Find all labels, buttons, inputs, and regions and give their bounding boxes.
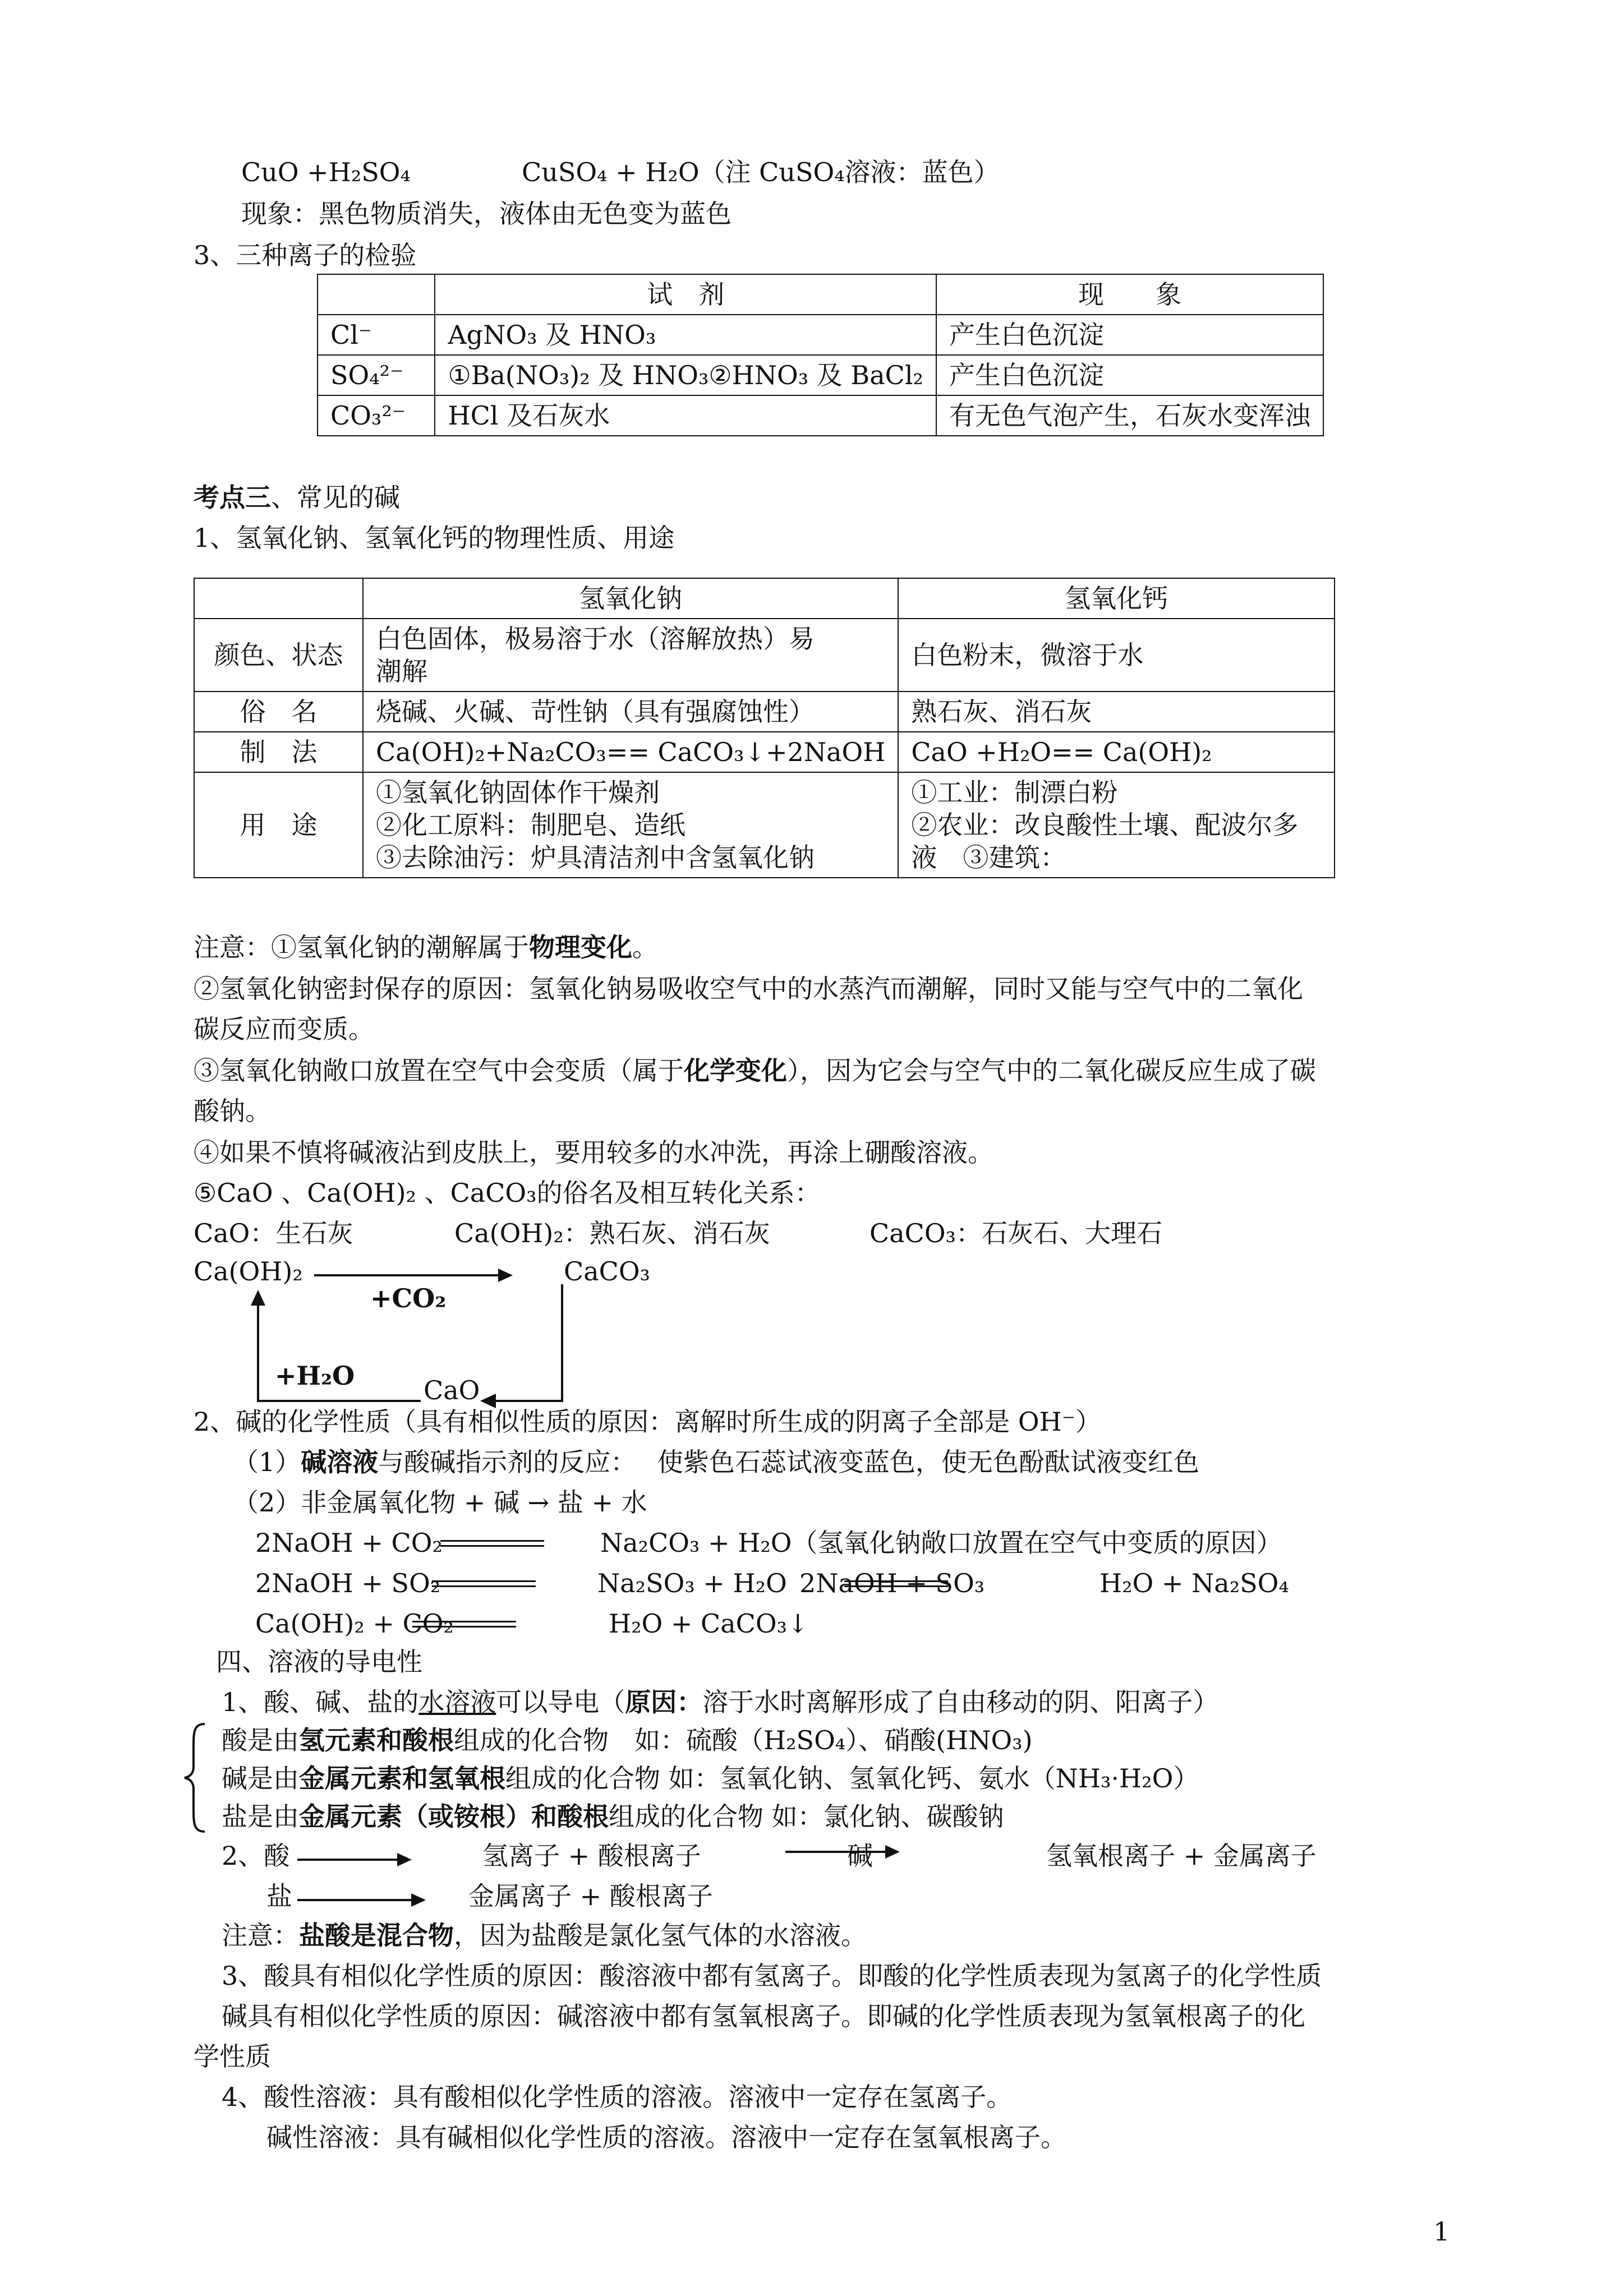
- table-cell: [363, 772, 898, 878]
- cycle-line: [257, 1304, 259, 1402]
- conductivity-line-1: [222, 1686, 1218, 1718]
- ions-section-title: 3、三种离子的检验: [194, 240, 417, 270]
- reaction-2-mid: Na₂SO₃ + H₂O: [597, 1568, 787, 1598]
- reaction-1-left: 2NaOH + CO₂: [255, 1528, 443, 1558]
- arrow-right-icon: [297, 1859, 410, 1861]
- conductivity-line-1-underlined: 水溶液: [418, 1687, 496, 1717]
- chem-props-title: 2、碱的化学性质（具有相似性质的原因：离解时所生成的阴离子全部是 OH⁻）: [194, 1407, 1101, 1437]
- base-properties-table: [194, 578, 1335, 878]
- chem-prop-1: [233, 1446, 1199, 1478]
- reaction-2-left: 2NaOH + SO₂: [255, 1568, 441, 1598]
- reaction-3-left: Ca(OH)₂ + CO₂: [255, 1608, 454, 1639]
- acid-definition-post: 组成的化合物 如：硫酸（H₂SO₄）、硝酸(HNO₃): [454, 1725, 1033, 1755]
- note-1-pre: 注意：①氢氧化钠的潮解属于: [194, 932, 529, 962]
- chem-prop-1-pre: （1）: [233, 1447, 301, 1477]
- dissociation-base-ions: 氢氧根离子 + 金属离子: [1046, 1841, 1317, 1871]
- cycle-caco3: CaCO₃: [564, 1256, 650, 1287]
- table-cell: 烧碱、火碱、苛性钠（具有强腐蚀性）: [363, 691, 898, 732]
- dissociation-salt-label: 盐: [266, 1881, 292, 1911]
- acidic-solution: 4、酸性溶液：具有酸相似化学性质的溶液。溶液中一定存在氢离子。: [222, 2082, 1013, 2112]
- ion-test-table: [317, 274, 1324, 436]
- table-cell: [898, 772, 1335, 878]
- table-cell: SO₄²⁻: [318, 355, 435, 395]
- conductivity-line-1-post: 溶于水时离解形成了自由移动的阴、阳离子）: [702, 1687, 1219, 1717]
- arrow-right-icon: [785, 1851, 898, 1853]
- similarity-acid: 3、酸具有相似化学性质的原因：酸溶液中都有氢离子。即酸的化学性质表现为氢离子的化学性质: [222, 1961, 1322, 1991]
- table-header: 氢氧化钠: [363, 578, 898, 619]
- conductivity-title: 四、溶液的导电性: [216, 1647, 422, 1677]
- cell-line: ②化工原料：制肥皂、造纸: [376, 810, 686, 840]
- cuo-reaction-right: CuSO₄ + H₂O（注 CuSO₄溶液：蓝色）: [522, 157, 1000, 187]
- cell-line: 白色粉末，微溶于水: [911, 640, 1144, 670]
- hcl-note-post: ，因为盐酸是氯化氢气体的水溶液。: [454, 1920, 867, 1951]
- cuo-phenomenon: 现象：黑色物质消失，液体由无色变为蓝色: [241, 199, 732, 229]
- cell-line: ②农业：改良酸性土壤、配波尔多: [911, 810, 1299, 840]
- cell-line: ①氢氧化钠固体作干燥剂: [376, 777, 660, 808]
- note-5: ⑤CaO 、Ca(OH)₂ 、CaCO₃的俗名及相互转化关系：: [194, 1178, 821, 1208]
- equals-sign-icon: [440, 1540, 544, 1547]
- chem-prop-1-post: 与酸碱指示剂的反应： 使紫色石蕊试液变蓝色，使无色酚酞试液变红色: [378, 1447, 1199, 1477]
- cycle-line: [258, 1400, 421, 1402]
- table-cell: 产生白色沉淀: [936, 315, 1323, 355]
- table-cell: CO₃²⁻: [318, 395, 435, 436]
- cycle-co2: +CO₂: [370, 1283, 447, 1313]
- name-cao: CaO：生石灰: [194, 1218, 353, 1248]
- base-definition-bold: 金属元素和氢氧根: [299, 1763, 505, 1794]
- reaction-1-right: Na₂CO₃ + H₂O（氢氧化钠敞口放置在空气中变质的原因）: [600, 1528, 1282, 1558]
- cycle-line: [561, 1284, 563, 1402]
- note-1-post: 。: [632, 932, 658, 962]
- salt-definition: [222, 1800, 1004, 1833]
- equals-sign-icon: [412, 1621, 516, 1628]
- acid-definition-bold: 氢元素和酸根: [299, 1725, 454, 1755]
- table-cell: Ca(OH)₂+Na₂CO₃== CaCO₃↓+2NaOH: [363, 732, 898, 772]
- table-cell: [194, 578, 363, 619]
- section3-sub1: 1、氢氧化钠、氢氧化钙的物理性质、用途: [194, 523, 675, 553]
- table-cell: HCl 及石灰水: [435, 395, 936, 436]
- hcl-note: [222, 1919, 867, 1952]
- note-3-post: ），因为它会与空气中的二氧化碳反应生成了碳: [787, 1055, 1316, 1086]
- hcl-note-pre: 注意：: [222, 1920, 299, 1951]
- note-3b: 酸钠。: [194, 1096, 271, 1126]
- table-row: [318, 395, 1323, 436]
- cycle-h2o: +H₂O: [275, 1361, 355, 1391]
- cell-line: 白色固体，极易溶于水（溶解放热）易: [376, 624, 815, 654]
- page-number: 1: [1433, 2216, 1450, 2247]
- reaction-3-right: H₂O + CaCO₃↓: [609, 1608, 809, 1639]
- table-header: 试 剂: [435, 274, 936, 315]
- table-cell: [363, 619, 898, 691]
- similarity-base-cont: 学性质: [194, 2041, 271, 2072]
- table-cell: [318, 274, 435, 315]
- conductivity-line-1-bold: 原因：: [625, 1687, 703, 1717]
- cuo-reaction-left: CuO +H₂SO₄: [241, 157, 411, 187]
- note-3-pre: ③氢氧化钠敞口放置在空气中会变质（属于: [194, 1055, 684, 1086]
- chem-prop-2: （2）非金属氧化物 + 碱 → 盐 + 水: [233, 1487, 647, 1518]
- salt-definition-post: 组成的化合物 如：氯化钠、碳酸钠: [609, 1801, 1004, 1832]
- reaction-2-right: H₂O + Na₂SO₄: [1099, 1568, 1289, 1598]
- cycle-cao: CaO: [424, 1375, 480, 1405]
- dissociation-base-label: 碱: [847, 1841, 873, 1871]
- table-cell: [898, 619, 1335, 691]
- section3-heading-bold: 考点三: [194, 482, 271, 513]
- table-row-label: 制 法: [194, 732, 363, 772]
- cell-line: ①工业：制漂白粉: [911, 777, 1118, 808]
- salt-definition-pre: 盐是由: [222, 1801, 299, 1832]
- note-1-bold: 物理变化: [529, 932, 632, 962]
- cycle-caoh2: Ca(OH)₂: [194, 1256, 303, 1287]
- chem-prop-1-bold: 碱溶液: [301, 1447, 379, 1477]
- dissociation-acid-label: 2、酸: [222, 1841, 290, 1871]
- brace-icon: [182, 1722, 210, 1834]
- table-header: 现 象: [936, 274, 1323, 315]
- cell-line: 潮解: [376, 656, 427, 686]
- table-row: [194, 772, 1335, 878]
- cycle-line: [494, 1400, 563, 1402]
- table-row: [318, 315, 1323, 355]
- reaction-2-mid2: 2NaOH + SO₃: [799, 1568, 985, 1598]
- table-row-label: 用 途: [194, 772, 363, 878]
- name-caco3: CaCO₃：石灰石、大理石: [869, 1218, 1162, 1248]
- table-row: [194, 691, 1335, 732]
- note-4: ④如果不慎将碱液沾到皮肤上，要用较多的水冲洗，再涂上硼酸溶液。: [194, 1137, 993, 1168]
- acid-definition-pre: 酸是由: [222, 1725, 299, 1755]
- note-1: [194, 931, 658, 963]
- similarity-base: 碱具有相似化学性质的原因：碱溶液中都有氢氧根离子。即碱的化学性质表现为氢氧根离子的化: [222, 2001, 1305, 2031]
- equals-sign-icon: [432, 1580, 536, 1587]
- base-definition-post: 组成的化合物 如：氢氧化钠、氢氧化钙、氨水（NH₃·H₂O）: [505, 1763, 1199, 1794]
- table-cell: ①Ba(NO₃)₂ 及 HNO₃②HNO₃ 及 BaCl₂: [435, 355, 936, 395]
- salt-definition-bold: 金属元素（或铵根）和酸根: [299, 1801, 609, 1832]
- arrow-up-icon: [251, 1290, 265, 1306]
- dissociation-salt-ions: 金属离子 + 酸根离子: [468, 1881, 713, 1911]
- conductivity-line-1-mid: 可以导电（: [496, 1687, 625, 1717]
- dissociation-acid-ions: 氢离子 + 酸根离子: [482, 1841, 701, 1871]
- table-row: [194, 578, 1335, 619]
- note-3: [194, 1054, 1316, 1087]
- table-row: [194, 619, 1335, 691]
- equals-sign-icon: [844, 1580, 948, 1587]
- acid-definition: [222, 1724, 1033, 1756]
- section3-heading-rest: 、常见的碱: [271, 482, 400, 513]
- name-caoh2: Ca(OH)₂：熟石灰、消石灰: [454, 1218, 770, 1248]
- table-row: [318, 355, 1323, 395]
- table-row: [194, 732, 1335, 772]
- table-cell: 产生白色沉淀: [936, 355, 1323, 395]
- arrow-right-icon: [314, 1274, 510, 1276]
- base-definition-pre: 碱是由: [222, 1763, 299, 1794]
- hcl-note-bold: 盐酸是混合物: [299, 1920, 454, 1951]
- table-cell: Cl⁻: [318, 315, 435, 355]
- note-2a: ②氢氧化钠密封保存的原因：氢氧化钠易吸收空气中的水蒸汽而潮解，同时又能与空气中的二氧化: [194, 974, 1303, 1004]
- table-cell: AgNO₃ 及 HNO₃: [435, 315, 936, 355]
- table-cell: 有无色气泡产生，石灰水变浑浊: [936, 395, 1323, 436]
- cell-line: 液 ③建筑：: [911, 842, 1066, 873]
- note-3-bold: 化学变化: [684, 1055, 787, 1086]
- section3-heading: [194, 481, 400, 514]
- arrow-right-icon: [297, 1899, 424, 1901]
- table-cell: CaO +H₂O== Ca(OH)₂: [898, 732, 1335, 772]
- table-row-label: 颜色、状态: [194, 619, 363, 691]
- note-2b: 碳反应而变质。: [194, 1014, 374, 1044]
- table-cell: 熟石灰、消石灰: [898, 691, 1335, 732]
- table-row-label: 俗 名: [194, 691, 363, 732]
- cell-line: ③去除油污：炉具清洁剂中含氢氧化钠: [376, 842, 815, 873]
- table-row: [318, 274, 1323, 315]
- base-definition: [222, 1762, 1199, 1795]
- table-header: 氢氧化钙: [898, 578, 1335, 619]
- basic-solution: 碱性溶液：具有碱相似化学性质的溶液。溶液中一定存在氢氧根离子。: [266, 2122, 1066, 2152]
- conductivity-line-1-pre: 1、酸、碱、盐的: [222, 1687, 419, 1717]
